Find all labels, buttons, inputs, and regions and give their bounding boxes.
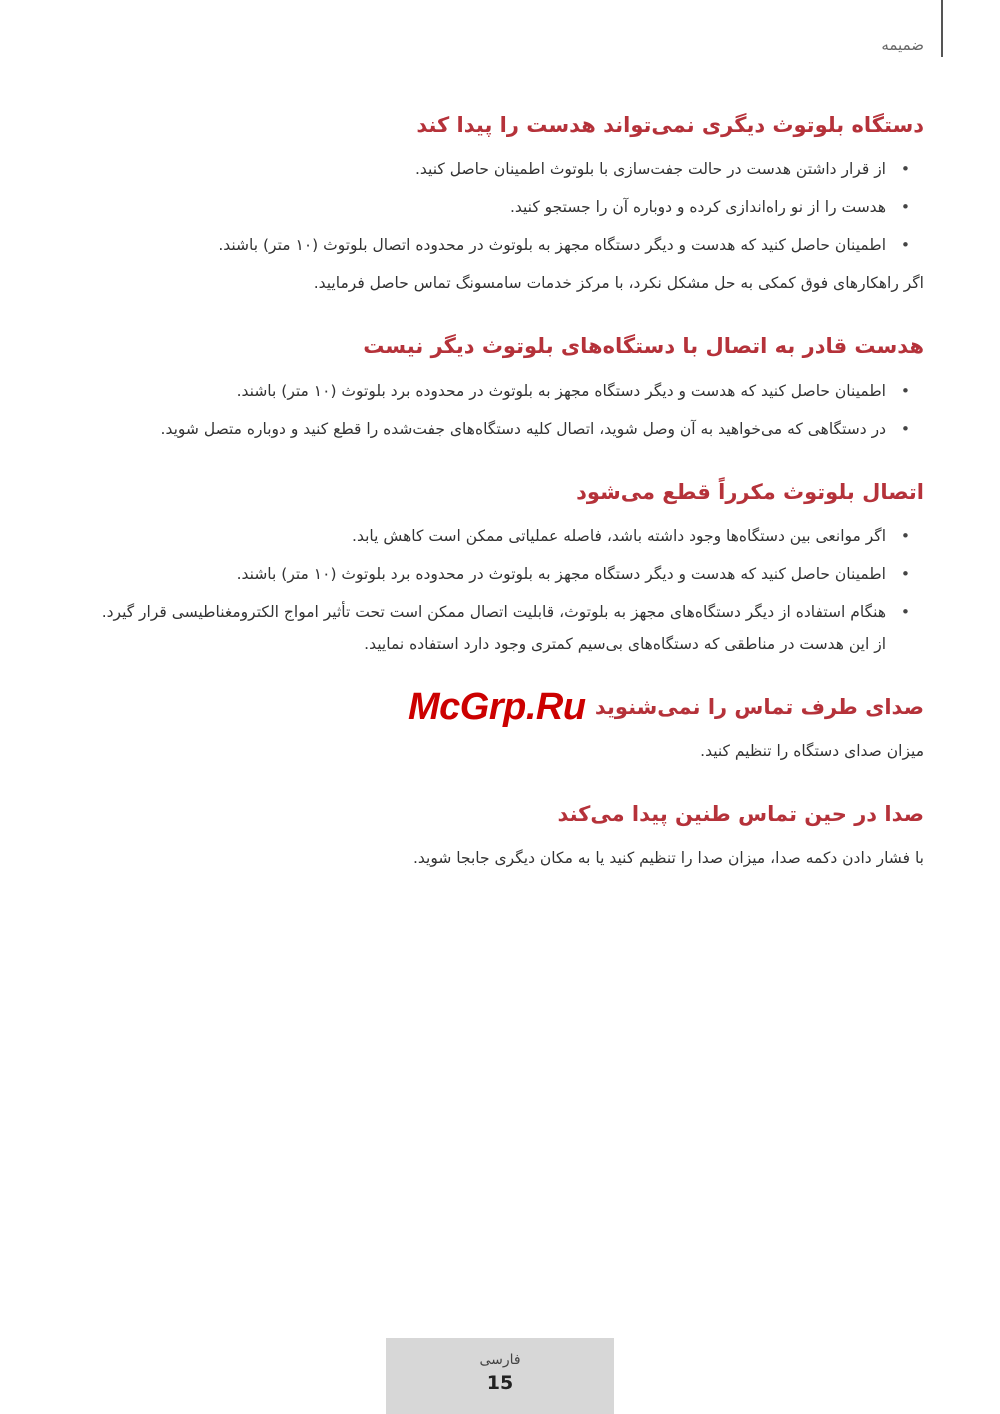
list-item (100, 596, 924, 660)
page-number: 15 (486, 1372, 514, 1394)
list-item (100, 153, 924, 185)
list-item-text: اطمینان حاصل کنید که هدست و دیگر دستگاه مجهز به بلوتوث در محدوده اتصال بلوتوث (۱۰ متر) باشند. (218, 236, 886, 255)
bullet-list (100, 520, 924, 660)
bullet-icon: • (900, 564, 910, 583)
list-item (100, 558, 924, 590)
footer (386, 1338, 614, 1414)
list-item-text: از قرار داشتن هدست در حالت جفت‌سازی با بلوتوث اطمینان حاصل کنید. (414, 160, 886, 179)
bullet-list (100, 375, 924, 445)
list-item-text: اگر موانعی بین دستگاه‌ها وجود داشته باشد، فاصله عملیاتی ممکن است کاهش یابد. (352, 526, 886, 545)
footer-language: فارسی (479, 1352, 521, 1368)
list-item-text: اطمینان حاصل کنید که هدست و دیگر دستگاه مجهز به بلوتوث در محدوده برد بلوتوث (۱۰ متر) باشند. (236, 381, 886, 400)
section-body: با فشار دادن دکمه صدا، میزان صدا را تنظیم کنید یا به مکان دیگری جابجا شوید. (412, 849, 924, 868)
bullet-icon: • (900, 160, 910, 179)
list-item (100, 413, 924, 445)
list-item-text: اطمینان حاصل کنید که هدست و دیگر دستگاه مجهز به بلوتوث در محدوده برد بلوتوث (۱۰ متر) باشند. (236, 564, 886, 583)
list-item-text: هنگام استفاده از دیگر دستگاه‌های مجهز به بلوتوث، قابلیت اتصال ممکن است تحت تأثیر امواج الکترومغناطیسی قرار گیرد. از این هدست در مناطقی که دستگاه‌های بی‌سیم کمتری وجود دارد استفاده نمایید. (101, 602, 886, 653)
bullet-icon: • (900, 381, 910, 400)
bullet-list (100, 153, 924, 261)
bullet-icon: • (900, 198, 910, 217)
section-title: اتصال بلوتوث مکرراً قطع می‌شود (576, 479, 924, 504)
section-echo (100, 801, 924, 874)
watermark-logo: McGrp.Ru (408, 686, 586, 728)
section-disconnects (100, 479, 924, 660)
list-item-text: در دستگاهی که می‌خواهید به آن وصل شوید، اتصال کلیه دستگاه‌های جفت‌شده را قطع کنید و دوباره متصل شوید. (160, 419, 886, 438)
list-item (100, 375, 924, 407)
list-item (100, 229, 924, 261)
section-title: صدای طرف تماس را نمی‌شنوید (594, 694, 924, 719)
page-content (100, 112, 924, 908)
section-cannot-connect (100, 333, 924, 444)
section-title: دستگاه بلوتوث دیگری نمی‌تواند هدست را پیدا کند (416, 113, 924, 137)
list-item (100, 520, 924, 552)
section-title: صدا در حین تماس طنین پیدا می‌کند (557, 802, 924, 827)
bullet-icon: • (900, 526, 910, 545)
list-item (100, 191, 924, 223)
bullet-icon: • (900, 236, 910, 255)
bullet-icon: • (900, 602, 910, 621)
header-divider (941, 0, 943, 57)
section-body: میزان صدای دستگاه را تنظیم کنید. (700, 742, 924, 761)
list-item-text: هدست را از نو راه‌اندازی کرده و دوباره آن را جستجو کنید. (509, 198, 886, 217)
bullet-icon: • (900, 419, 910, 438)
header-section-label: ضمیمه (881, 36, 924, 54)
section-title: هدست قادر به اتصال با دستگاه‌های بلوتوث دیگر نیست (363, 334, 924, 359)
section-note: اگر راهکارهای فوق کمکی به حل مشکل نکرد، با مرکز خدمات سامسونگ تماس حاصل فرمایید. (313, 274, 924, 293)
section-not-found (100, 112, 924, 299)
